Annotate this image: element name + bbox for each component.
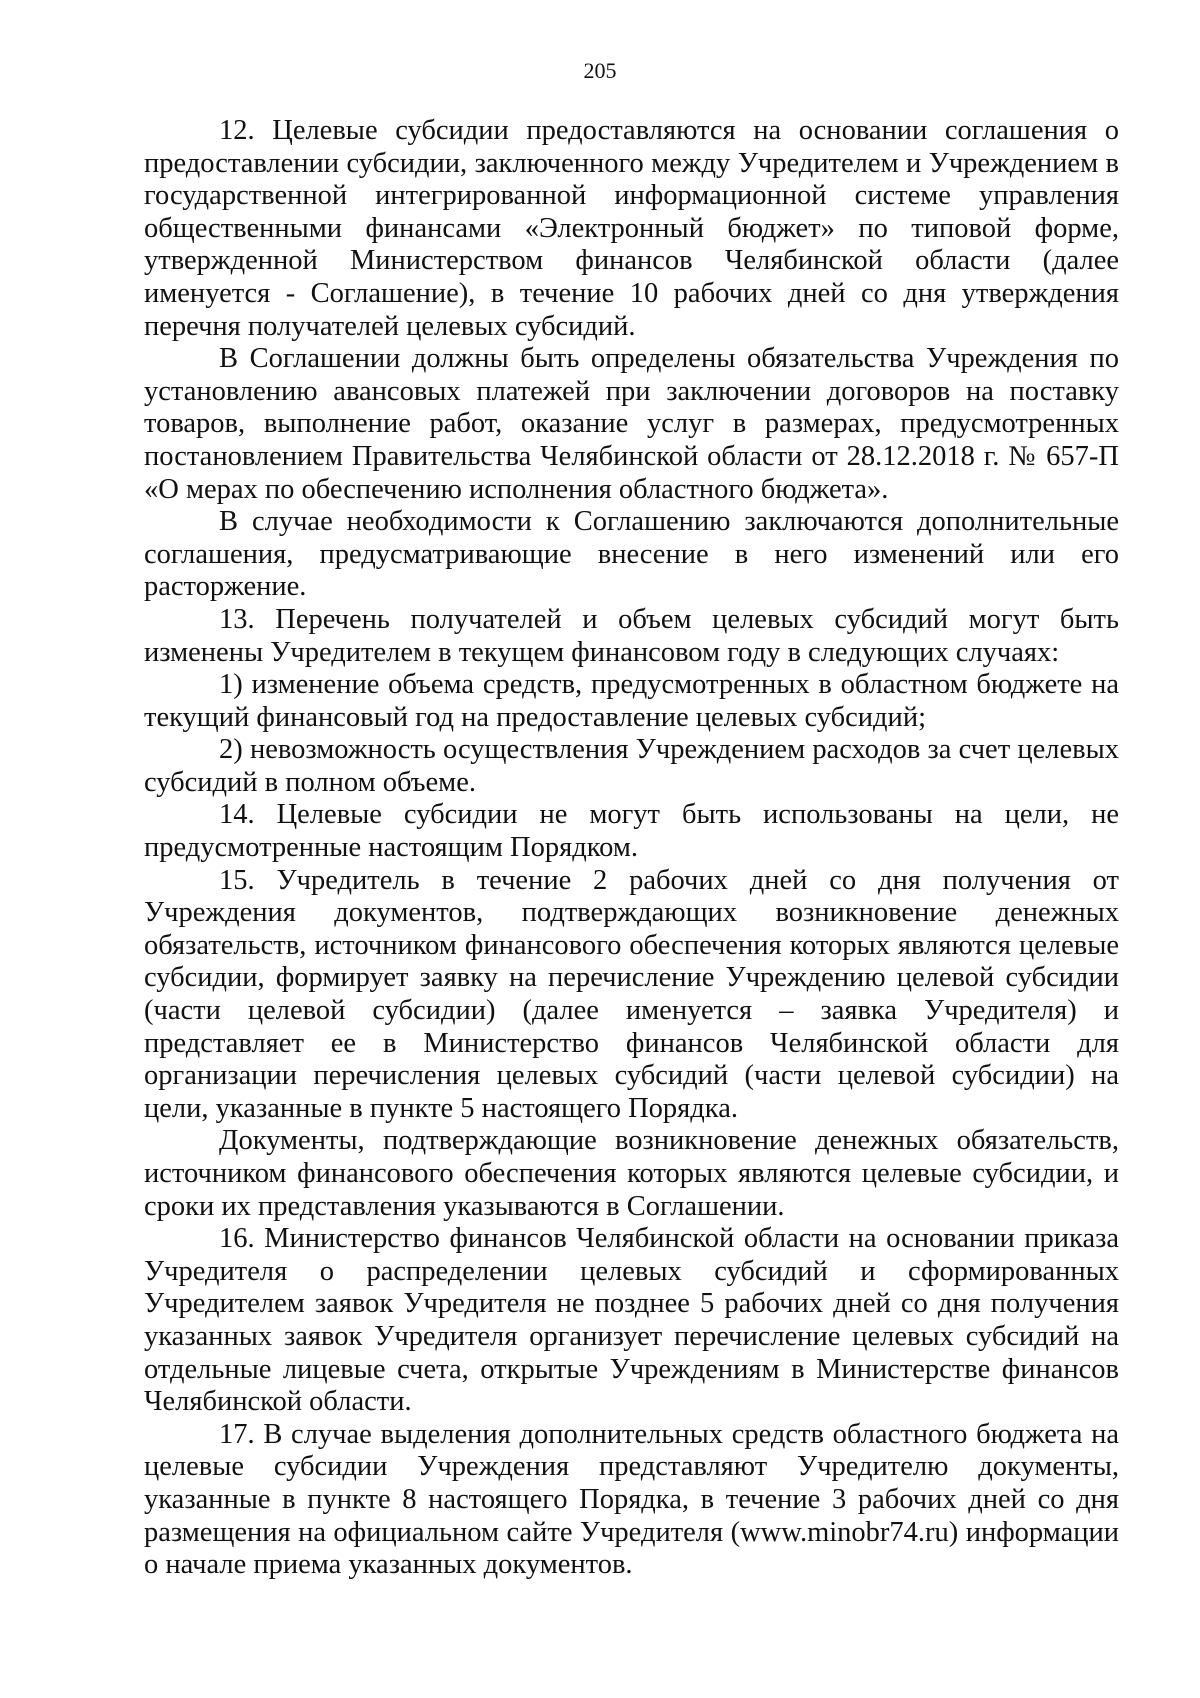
paragraph-advance-payments: В Соглашении должны быть определены обязательства Учреждения по установлению авансовых платежей при заключении договоров на поставку товаров, выполнение работ, оказание услуг в размерах, предусмотренных постановлением Правительства Челябинской области от 28.12.2018 г. № 657-П «О мерах по обеспечению исполнения областного бюджета». bbox=[144, 343, 1119, 505]
paragraph-12-agreement: 12. Целевые субсидии предоставляются на основании соглашения о предоставлении субсидии, заключенного между Учредителем и Учреждением в государственной интегрированной информационной системе управления общественными финансами «Электронный бюджет» по типовой форме, утвержденной Министерством финансов Челябинской области (далее именуется - Соглашение), в течение 10 рабочих дней со дня утверждения перечня получателей целевых субсидий. bbox=[144, 115, 1119, 342]
document-body bbox=[144, 115, 1119, 1582]
paragraph-14-usage: 14. Целевые субсидии не могут быть использованы на цели, не предусмотренные настоящим Порядком. bbox=[144, 799, 1119, 864]
paragraph-documents: Документы, подтверждающие возникновение денежных обязательств, источником финансового обеспечения которых являются целевые субсидии, и сроки их представления указываются в Соглашении. bbox=[144, 1125, 1119, 1222]
paragraph-16-transfer: 16. Министерство финансов Челябинской области на основании приказа Учредителя о распределении целевых субсидий и сформированных Учредителем заявок Учредителя не позднее 5 рабочих дней со дня получения указанных заявок Учредителя организует перечисление целевых субсидий на отдельные лицевые счета, открытые Учреждениям в Министерстве финансов Челябинской области. bbox=[144, 1223, 1119, 1418]
paragraph-additional-agreements: В случае необходимости к Соглашению заключаются дополнительные соглашения, предусматривающие внесение в него изменений или его расторжение. bbox=[144, 506, 1119, 603]
paragraph-17-additional-funds: 17. В случае выделения дополнительных средств областного бюджета на целевые субсидии Учреждения представляют Учредителю документы, указанные в пункте 8 настоящего Порядка, в течение 3 рабочих дней со дня размещения на официальном сайте Учредителя (www.minobr74.ru) информации о начале приема указанных документов. bbox=[144, 1418, 1119, 1581]
list-item-1: 1) изменение объема средств, предусмотренных в областном бюджете на текущий финансовый год на предоставление целевых субсидий; bbox=[144, 669, 1119, 733]
page-number: 205 bbox=[583, 58, 617, 83]
list-item-2: 2) невозможность осуществления Учреждением расходов за счет целевых субсидий в полном объеме. bbox=[144, 734, 1119, 798]
paragraph-15-request: 15. Учредитель в течение 2 рабочих дней со дня получения от Учреждения документов, подтверждающих возникновение денежных обязательств, источником финансового обеспечения которых являются целевые субсидии, формирует заявку на перечисление Учреждению целевой субсидии (части целевой субсидии) (далее именуется – заявка Учредителя) и представляет ее в Министерство финансов Челябинской области для организации перечисления целевых субсидий (части целевой субсидии) на цели, указанные в пункте 5 настоящего Порядка. bbox=[144, 864, 1119, 1124]
paragraph-13-changes: 13. Перечень получателей и объем целевых субсидий могут быть изменены Учредителем в текущем финансовом году в следующих случаях: bbox=[144, 603, 1119, 668]
